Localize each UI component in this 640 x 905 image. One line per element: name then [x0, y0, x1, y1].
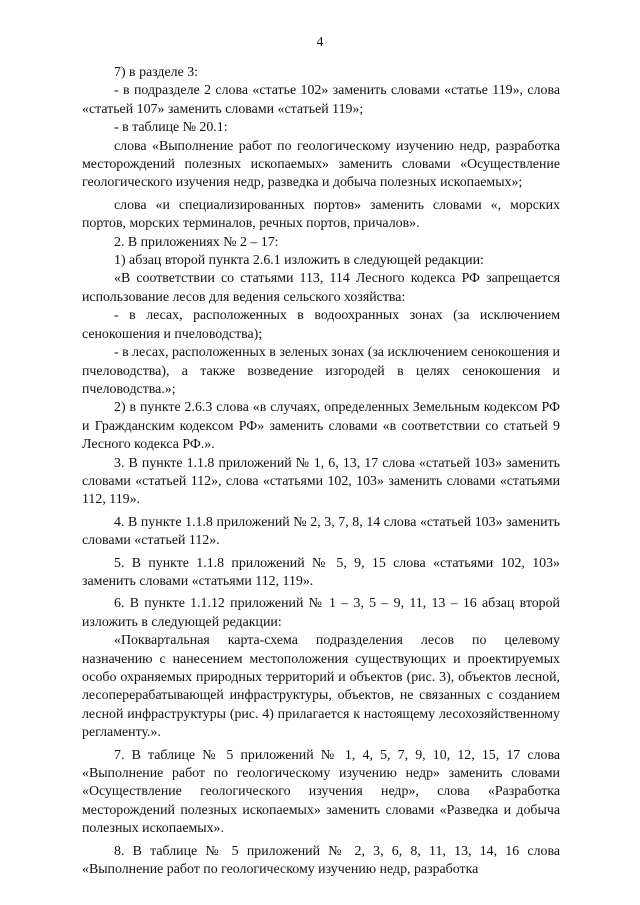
paragraph-words-geology: слова «Выполнение работ по геологическому изучению недр, разработка месторождений полезных ископаемых» заменить словами «Осуществление геологического изучения недр, разведка и добыча полезных ископаемых»;	[82, 138, 560, 191]
paragraph-point-6: 6. В пункте 1.1.12 приложений № 1 – 3, 5 – 9, 11, 13 – 16 абзац второй изложить в следующей редакции:	[82, 596, 560, 630]
paragraph-point-4: 4. В пункте 1.1.8 приложений № 2, 3, 7, 8, 14 слова «статьей 103» заменить словами «статьей 112».	[82, 514, 560, 549]
paragraph-point-8: 8. В таблице № 5 приложений № 2, 3, 6, 8, 11, 13, 14, 16 слова «Выполнение работ по геологическому изучению недр, разработка	[82, 843, 560, 878]
paragraph-point-5: 5. В пункте 1.1.8 приложений № 5, 9, 15 слова «статьями 102, 103» заменить словами «статьями 112, 119».	[82, 555, 560, 589]
paragraph-appendices-2-17: 2. В приложениях № 2 – 17:	[114, 234, 279, 250]
paragraph-item-2-6-3: 2) в пункте 2.6.3 слова «в случаях, определенных Земельным кодексом РФ и Гражданским кодексом РФ» заменить словами «в соответствии со статьей 9 Лесного кодекса РФ.».	[82, 400, 560, 453]
paragraph-water-zones: - в лесах, расположенных в водоохранных зонах (за исключением сенокошения и пчеловодства);	[82, 308, 560, 342]
paragraph-item-2-6-1: 1) абзац второй пункта 2.6.1 изложить в следующей редакции:	[114, 253, 484, 269]
page-number: 4	[316, 34, 324, 49]
paragraph-subsection-2: - в подразделе 2 слова «статье 102» заменить словами «статье 119», слова «статьей 107» заменить словами «статьей 119»;	[82, 83, 560, 117]
paragraph-green-zones: - в лесах, расположенных в зеленых зонах (за исключением сенокошения и пчеловодства), а также возведение изгородей в целях сенокошения и пчеловодства.»;	[82, 345, 560, 397]
paragraph-point-3: 3. В пункте 1.1.8 приложений № 1, 6, 13, 17 слова «статьей 103» заменить словами «статьей 112», слова «статьями 102, 103» заменить словами «статьями 112, 119».	[82, 455, 560, 508]
paragraph-point-7: 7. В таблице № 5 приложений № 1, 4, 5, 7, 9, 10, 12, 15, 17 слова «Выполнение работ по геологическому изучению недр» заменить словами «Осуществление геологического изучения недр», слова «Разработка месторождений полезных ископаемых» заменить словами «Разведка и добыча полезных ископаемых».	[82, 747, 560, 837]
paragraph-table-20-1: - в таблице № 20.1:	[114, 120, 228, 136]
paragraph-words-ports: слова «и специализированных портов» заменить словами «, морских портов, морских терминалов, речных портов, причалов».	[82, 197, 560, 232]
paragraph-map-scheme: «Поквартальная карта-схема подразделения лесов по целевому назначению с нанесением местоположения существующих и проектируемых особо охраняемых природных территорий и объектов (рис. 3), объектов лесной, лесоперерабатывающей инфраструктуры, объектов, не связанных с созданием лесной инфраструктуры (рис. 4) прилагается к настоящему лесохозяйственному регламенту.».	[82, 633, 560, 741]
paragraph-forest-code-quote: «В соответствии со статьями 113, 114 Лесного кодекса РФ запрещается использование лесов для ведения сельского хозяйства:	[82, 271, 560, 305]
document-body	[82, 64, 560, 879]
paragraph-section-3: 7) в разделе 3:	[114, 65, 199, 80]
